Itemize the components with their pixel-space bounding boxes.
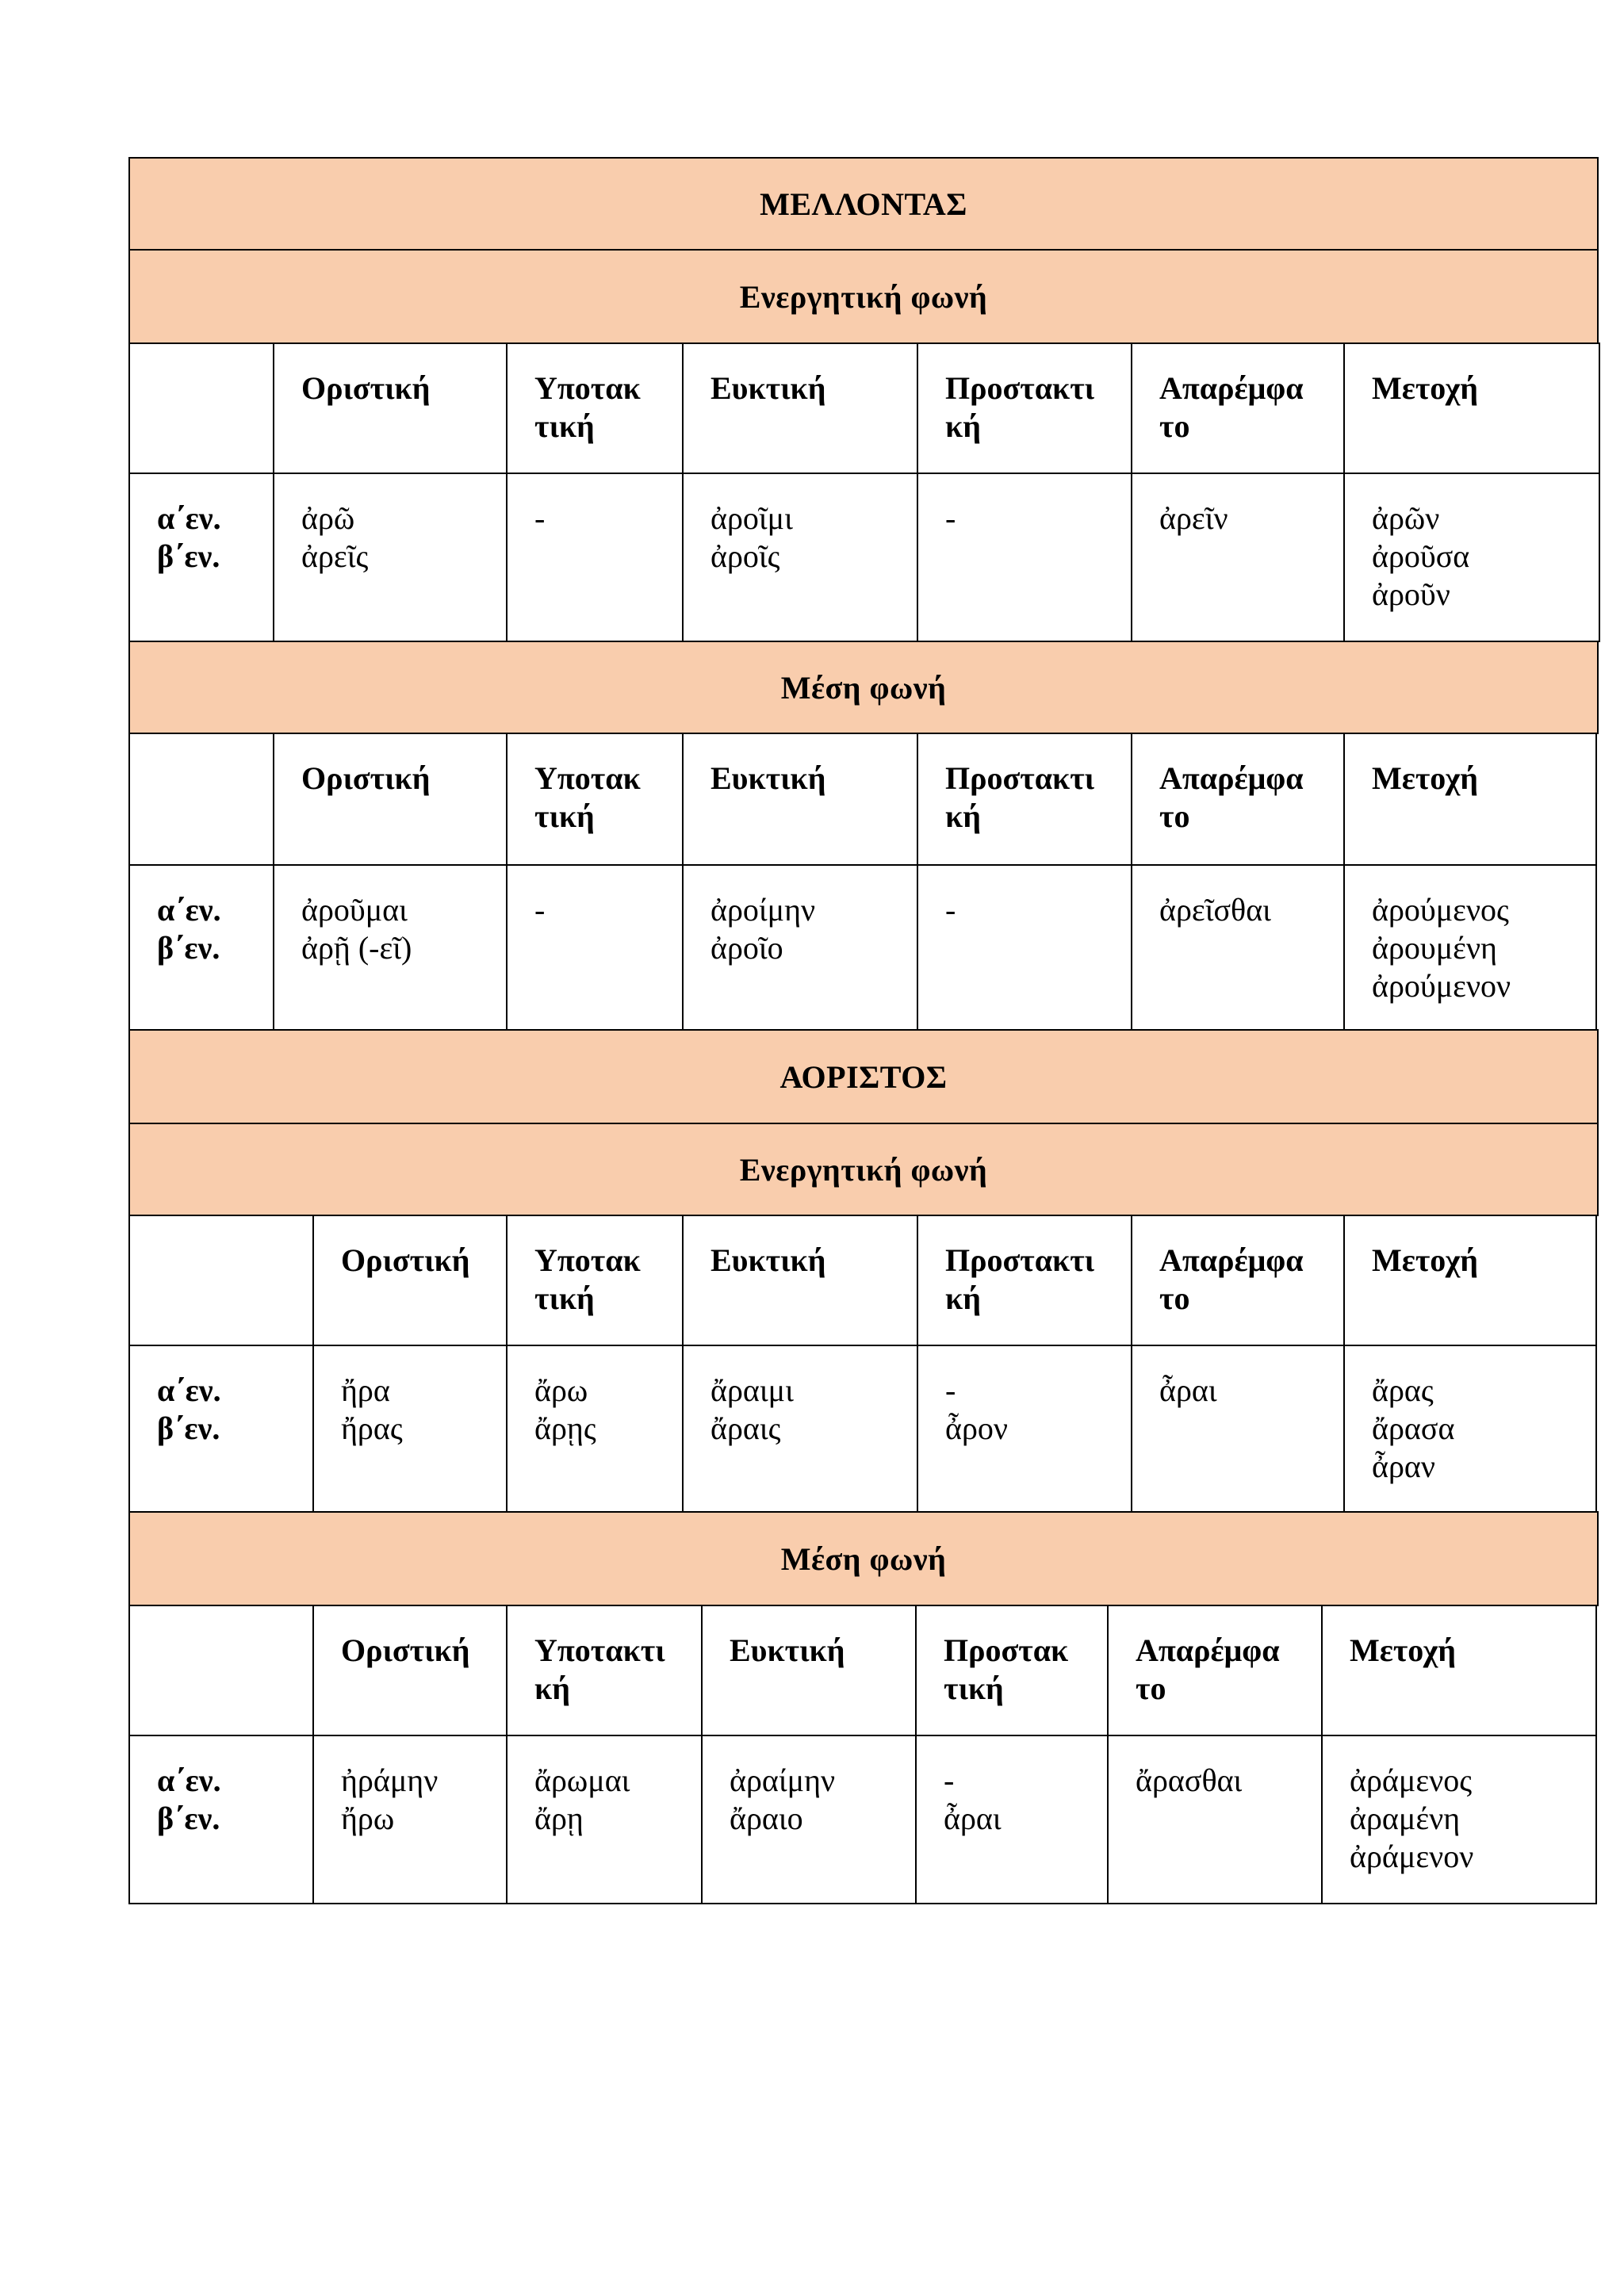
header-cell-ypotaktiki: [507, 733, 683, 865]
cell-line: ἀρεῖσθαι: [1159, 892, 1271, 928]
conjugation-table-future-middle: [128, 733, 1597, 1032]
cell-line: ἄραιο: [730, 1800, 803, 1836]
voice-header-aorist-active: Ενεργητική φωνή: [128, 1123, 1599, 1216]
cell-line: ἤρω: [341, 1800, 395, 1836]
form-cell-eyktiki: [683, 865, 917, 1031]
header-cell-eyktiki: [683, 733, 917, 865]
cell-line: ἀρῶ: [301, 500, 355, 536]
cell-line: ἀρουμένη: [1372, 930, 1497, 966]
form-cell-oristiki: [274, 865, 507, 1031]
cell-line: α΄εν.: [157, 1372, 221, 1408]
cell-line: ἀροῖς: [710, 538, 780, 574]
cell-line: ἀρῶν: [1372, 500, 1440, 536]
cell-line: Απαρέμφα: [1136, 1632, 1280, 1668]
cell-line: α΄εν.: [157, 1762, 221, 1798]
cell-line: ἄρασθαι: [1136, 1762, 1243, 1798]
cell-line: β΄εν.: [157, 930, 220, 966]
cell-line: α΄εν.: [157, 500, 221, 536]
cell-line: Υποτακ: [534, 760, 641, 796]
form-cell-prostaktiki: [917, 1345, 1132, 1513]
cell-line: ἀρούμενος: [1372, 892, 1509, 928]
form-cell-eyktiki: [683, 1345, 917, 1513]
cell-line: β΄εν.: [157, 1410, 220, 1446]
cell-line: ἄρῃ: [534, 1800, 584, 1836]
cell-line: ἠράμην: [341, 1762, 439, 1798]
cell-line: Ευκτική: [710, 1242, 826, 1278]
form-cell-aparemfato: [1132, 473, 1344, 641]
cell-line: ἀροῖο: [710, 930, 783, 966]
cell-line: ἤρας: [341, 1410, 403, 1446]
header-cell-row-label: [129, 1215, 313, 1345]
header-cell-row-label: [129, 343, 274, 473]
header-cell-prostaktiki: [917, 1215, 1132, 1345]
cell-line: ἀράμενος: [1350, 1762, 1473, 1798]
cell-line: ἀροῦν: [1372, 576, 1450, 612]
cell-line: τική: [534, 1280, 595, 1316]
row-label-cell: [129, 473, 274, 641]
form-cell-aparemfato: [1132, 865, 1344, 1031]
form-cell-metochi: [1344, 865, 1596, 1031]
cell-line: ἆραι: [944, 1800, 1002, 1836]
cell-line: Μετοχή: [1350, 1632, 1456, 1668]
header-cell-metochi: [1344, 733, 1596, 865]
row-label-cell: [129, 1345, 313, 1513]
cell-line: Απαρέμφα: [1159, 1242, 1304, 1278]
header-cell-ypotaktiki: [507, 1605, 702, 1735]
cell-line: τική: [534, 798, 595, 834]
form-cell-metochi: [1322, 1735, 1596, 1904]
cell-line: α΄εν.: [157, 892, 221, 928]
header-cell-oristiki: [313, 1605, 507, 1735]
form-cell-oristiki: [313, 1735, 507, 1904]
form-cell-ypotaktiki: [507, 1735, 702, 1904]
cell-line: ἄρῃς: [534, 1410, 596, 1446]
header-cell-aparemfato: [1132, 733, 1344, 865]
cell-line: Υποτακ: [534, 370, 641, 406]
form-cell-prostaktiki: [917, 473, 1132, 641]
cell-line: ἄρω: [534, 1372, 588, 1408]
cell-line: Οριστική: [301, 760, 431, 796]
header-cell-eyktiki: [683, 343, 917, 473]
header-cell-prostaktiki: [917, 733, 1132, 865]
cell-line: ἀροῖμι: [710, 500, 793, 536]
cell-line: -: [534, 892, 546, 928]
form-cell-ypotaktiki: [507, 473, 683, 641]
cell-line: ἄραις: [710, 1410, 781, 1446]
cell-line: τική: [944, 1670, 1004, 1706]
form-cell-eyktiki: [702, 1735, 916, 1904]
cell-line: Απαρέμφα: [1159, 370, 1304, 406]
cell-line: κή: [945, 1280, 981, 1316]
header-cell-oristiki: [274, 343, 507, 473]
header-cell-row-label: [129, 733, 274, 865]
form-cell-ypotaktiki: [507, 865, 683, 1031]
cell-line: ἀράμενον: [1350, 1839, 1474, 1874]
voice-header-future-middle: Μέση φωνή: [128, 641, 1599, 734]
header-cell-metochi: [1344, 1215, 1596, 1345]
form-cell-aparemfato: [1108, 1735, 1322, 1904]
header-cell-metochi: [1344, 343, 1599, 473]
cell-line: ἀρούμενον: [1372, 968, 1511, 1004]
form-cell-aparemfato: [1132, 1345, 1344, 1513]
cell-line: ἆρον: [945, 1410, 1009, 1446]
cell-line: Προστακ: [944, 1632, 1069, 1668]
cell-line: ἀροῦσα: [1372, 538, 1470, 574]
header-cell-ypotaktiki: [507, 343, 683, 473]
header-cell-aparemfato: [1132, 343, 1344, 473]
form-cell-metochi: [1344, 473, 1599, 641]
cell-line: Υποτακτι: [534, 1632, 665, 1668]
cell-line: Μετοχή: [1372, 760, 1478, 796]
voice-header-future-active: Ενεργητική φωνή: [128, 249, 1599, 344]
header-cell-row-label: [129, 1605, 313, 1735]
cell-line: Ευκτική: [710, 760, 826, 796]
cell-line: Οριστική: [341, 1242, 470, 1278]
conjugation-table-aorist-active: [128, 1215, 1597, 1514]
tense-header-aorist: ΑΟΡΙΣΤΟΣ: [128, 1029, 1599, 1124]
cell-line: ἀροῦμαι: [301, 892, 408, 928]
cell-line: Ευκτική: [730, 1632, 845, 1668]
conjugation-table-aorist-middle: [128, 1605, 1597, 1904]
cell-line: ἤρα: [341, 1372, 390, 1408]
form-cell-ypotaktiki: [507, 1345, 683, 1513]
cell-line: -: [944, 1762, 955, 1798]
cell-line: Οριστική: [341, 1632, 470, 1668]
cell-line: -: [945, 892, 956, 928]
cell-line: ἀραμένη: [1350, 1800, 1461, 1836]
cell-line: κή: [945, 408, 981, 444]
cell-line: κή: [945, 798, 981, 834]
form-cell-oristiki: [313, 1345, 507, 1513]
cell-line: ἀροίμην: [710, 892, 816, 928]
header-cell-oristiki: [274, 733, 507, 865]
cell-line: ἆραι: [1159, 1372, 1217, 1408]
header-cell-oristiki: [313, 1215, 507, 1345]
header-cell-metochi: [1322, 1605, 1596, 1735]
voice-header-aorist-middle: Μέση φωνή: [128, 1511, 1599, 1606]
cell-line: το: [1159, 408, 1190, 444]
cell-line: Υποτακ: [534, 1242, 641, 1278]
cell-line: -: [945, 1372, 956, 1408]
cell-line: β΄εν.: [157, 538, 220, 574]
cell-line: ἄραιμι: [710, 1372, 794, 1408]
cell-line: Προστακτι: [945, 760, 1095, 796]
form-cell-prostaktiki: [916, 1735, 1108, 1904]
form-cell-eyktiki: [683, 473, 917, 641]
cell-line: ἄρασα: [1372, 1410, 1455, 1446]
cell-line: ἄρας: [1372, 1372, 1434, 1408]
header-cell-eyktiki: [683, 1215, 917, 1345]
header-cell-aparemfato: [1132, 1215, 1344, 1345]
cell-line: -: [945, 500, 956, 536]
cell-line: Προστακτι: [945, 370, 1095, 406]
cell-line: τική: [534, 408, 595, 444]
cell-line: β΄εν.: [157, 1800, 220, 1836]
cell-line: ἀρεῖν: [1159, 500, 1228, 536]
cell-line: ἀρῇ (-εῖ): [301, 930, 412, 966]
cell-line: κή: [534, 1670, 570, 1706]
header-cell-aparemfato: [1108, 1605, 1322, 1735]
cell-line: -: [534, 500, 546, 536]
header-cell-prostaktiki: [917, 343, 1132, 473]
cell-line: Ευκτική: [710, 370, 826, 406]
cell-line: το: [1136, 1670, 1166, 1706]
header-cell-eyktiki: [702, 1605, 916, 1735]
form-cell-metochi: [1344, 1345, 1596, 1513]
header-cell-prostaktiki: [916, 1605, 1108, 1735]
cell-line: Οριστική: [301, 370, 431, 406]
conjugation-table-future-active: [128, 342, 1600, 642]
cell-line: ἀρεῖς: [301, 538, 369, 574]
cell-line: ἀραίμην: [730, 1762, 836, 1798]
form-cell-oristiki: [274, 473, 507, 641]
cell-line: ἆραν: [1372, 1448, 1435, 1484]
row-label-cell: [129, 865, 274, 1031]
row-label-cell: [129, 1735, 313, 1904]
tense-header-future: ΜΕΛΛΟΝΤΑΣ: [128, 157, 1599, 251]
cell-line: Μετοχή: [1372, 370, 1478, 406]
cell-line: ἄρωμαι: [534, 1762, 630, 1798]
form-cell-prostaktiki: [917, 865, 1132, 1031]
cell-line: Μετοχή: [1372, 1242, 1478, 1278]
cell-line: Απαρέμφα: [1159, 760, 1304, 796]
cell-line: το: [1159, 798, 1190, 834]
cell-line: Προστακτι: [945, 1242, 1095, 1278]
cell-line: το: [1159, 1280, 1190, 1316]
header-cell-ypotaktiki: [507, 1215, 683, 1345]
